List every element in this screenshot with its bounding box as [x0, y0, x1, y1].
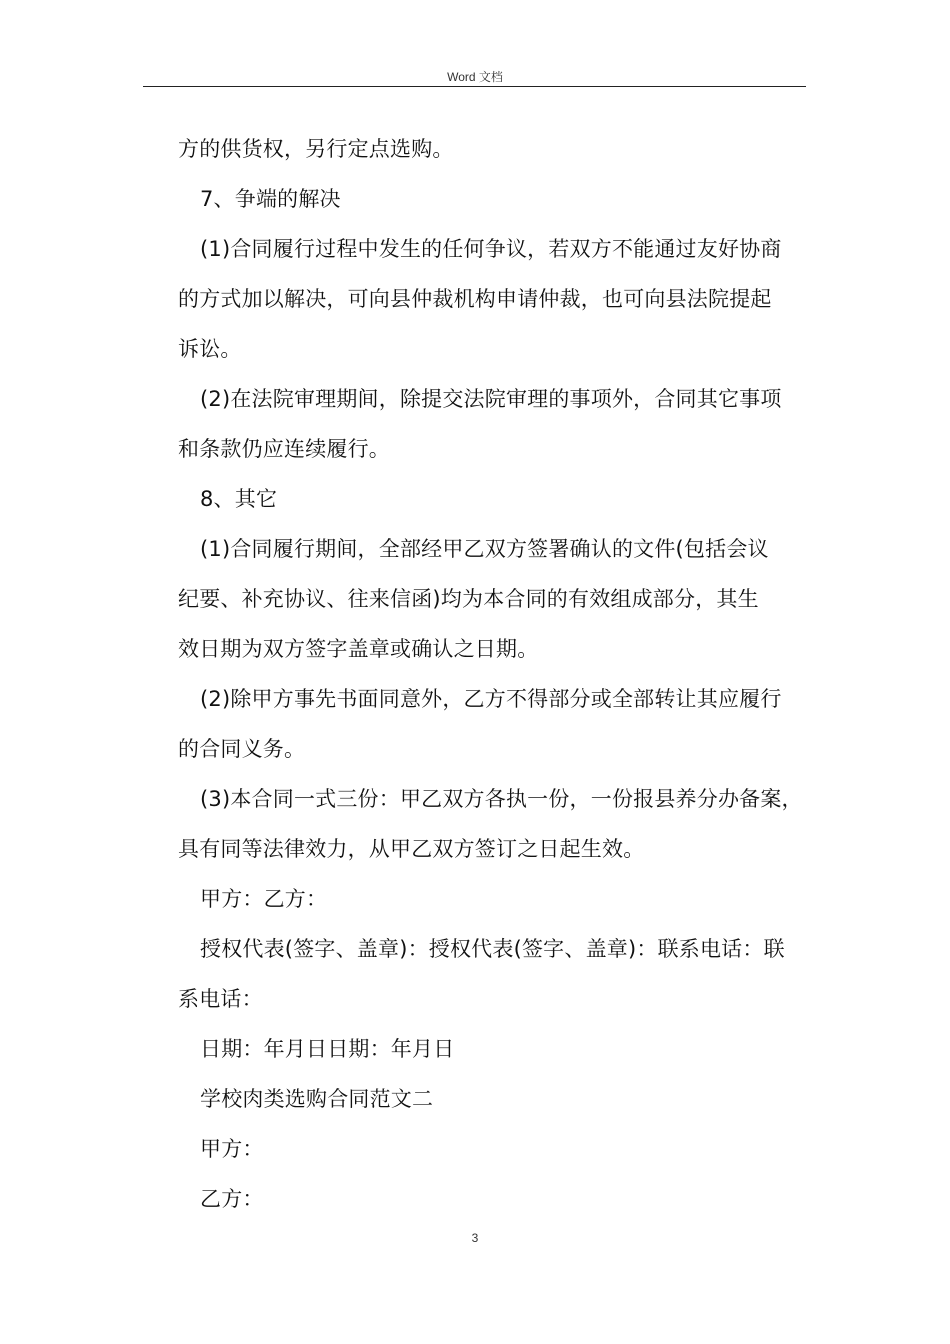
paragraph-line: (2)在法院审理期间，除提交法院审理的事项外，合同其它事项 [200, 387, 782, 411]
document-subtitle: 学校肉类选购合同范文二 [200, 1087, 434, 1111]
paragraph-line: 纪要、补充协议、往来信函)均为本合同的有效组成部分，其生 [178, 587, 759, 611]
paragraph-line: (3)本合同一式三份：甲乙双方各执一份，一份报县养分办备案， [200, 787, 803, 811]
page-number: 3 [471, 1231, 479, 1245]
section-heading: 8、其它 [200, 487, 278, 511]
date-line: 日期：年月日日期：年月日 [200, 1037, 455, 1061]
paragraph-line: (1)合同履行过程中发生的任何争议，若双方不能通过友好协商 [200, 237, 782, 261]
section-heading: 7、争端的解决 [200, 187, 341, 211]
signature-line: 甲方：乙方： [200, 887, 328, 911]
paragraph-line: 效日期为双方签字盖章或确认之日期。 [178, 637, 539, 661]
page-header: Word 文档 [447, 70, 503, 84]
signature-line: 授权代表(签字、盖章)：授权代表(签字、盖章)：联系电话：联 [200, 937, 785, 961]
paragraph-line: 具有同等法律效力，从甲乙双方签订之日起生效。 [178, 837, 645, 861]
paragraph-line: (2)除甲方事先书面同意外，乙方不得部分或全部转让其应履行 [200, 687, 782, 711]
paragraph-line: 的合同义务。 [178, 737, 306, 761]
paragraph-line: 和条款仍应连续履行。 [178, 437, 390, 461]
document-body [178, 130, 810, 1230]
paragraph-line: (1)合同履行期间，全部经甲乙双方签署确认的文件(包括会议 [200, 537, 769, 561]
signature-line: 系电话： [178, 987, 263, 1011]
paragraph-line: 的方式加以解决，可向县仲裁机构申请仲裁，也可向县法院提起 [178, 287, 772, 311]
party-a-line: 甲方： [200, 1137, 264, 1161]
header-divider [143, 86, 806, 87]
paragraph-line: 方的供货权，另行定点选购。 [178, 137, 454, 161]
party-b-line: 乙方： [200, 1187, 264, 1211]
paragraph-line: 诉讼。 [178, 337, 242, 361]
